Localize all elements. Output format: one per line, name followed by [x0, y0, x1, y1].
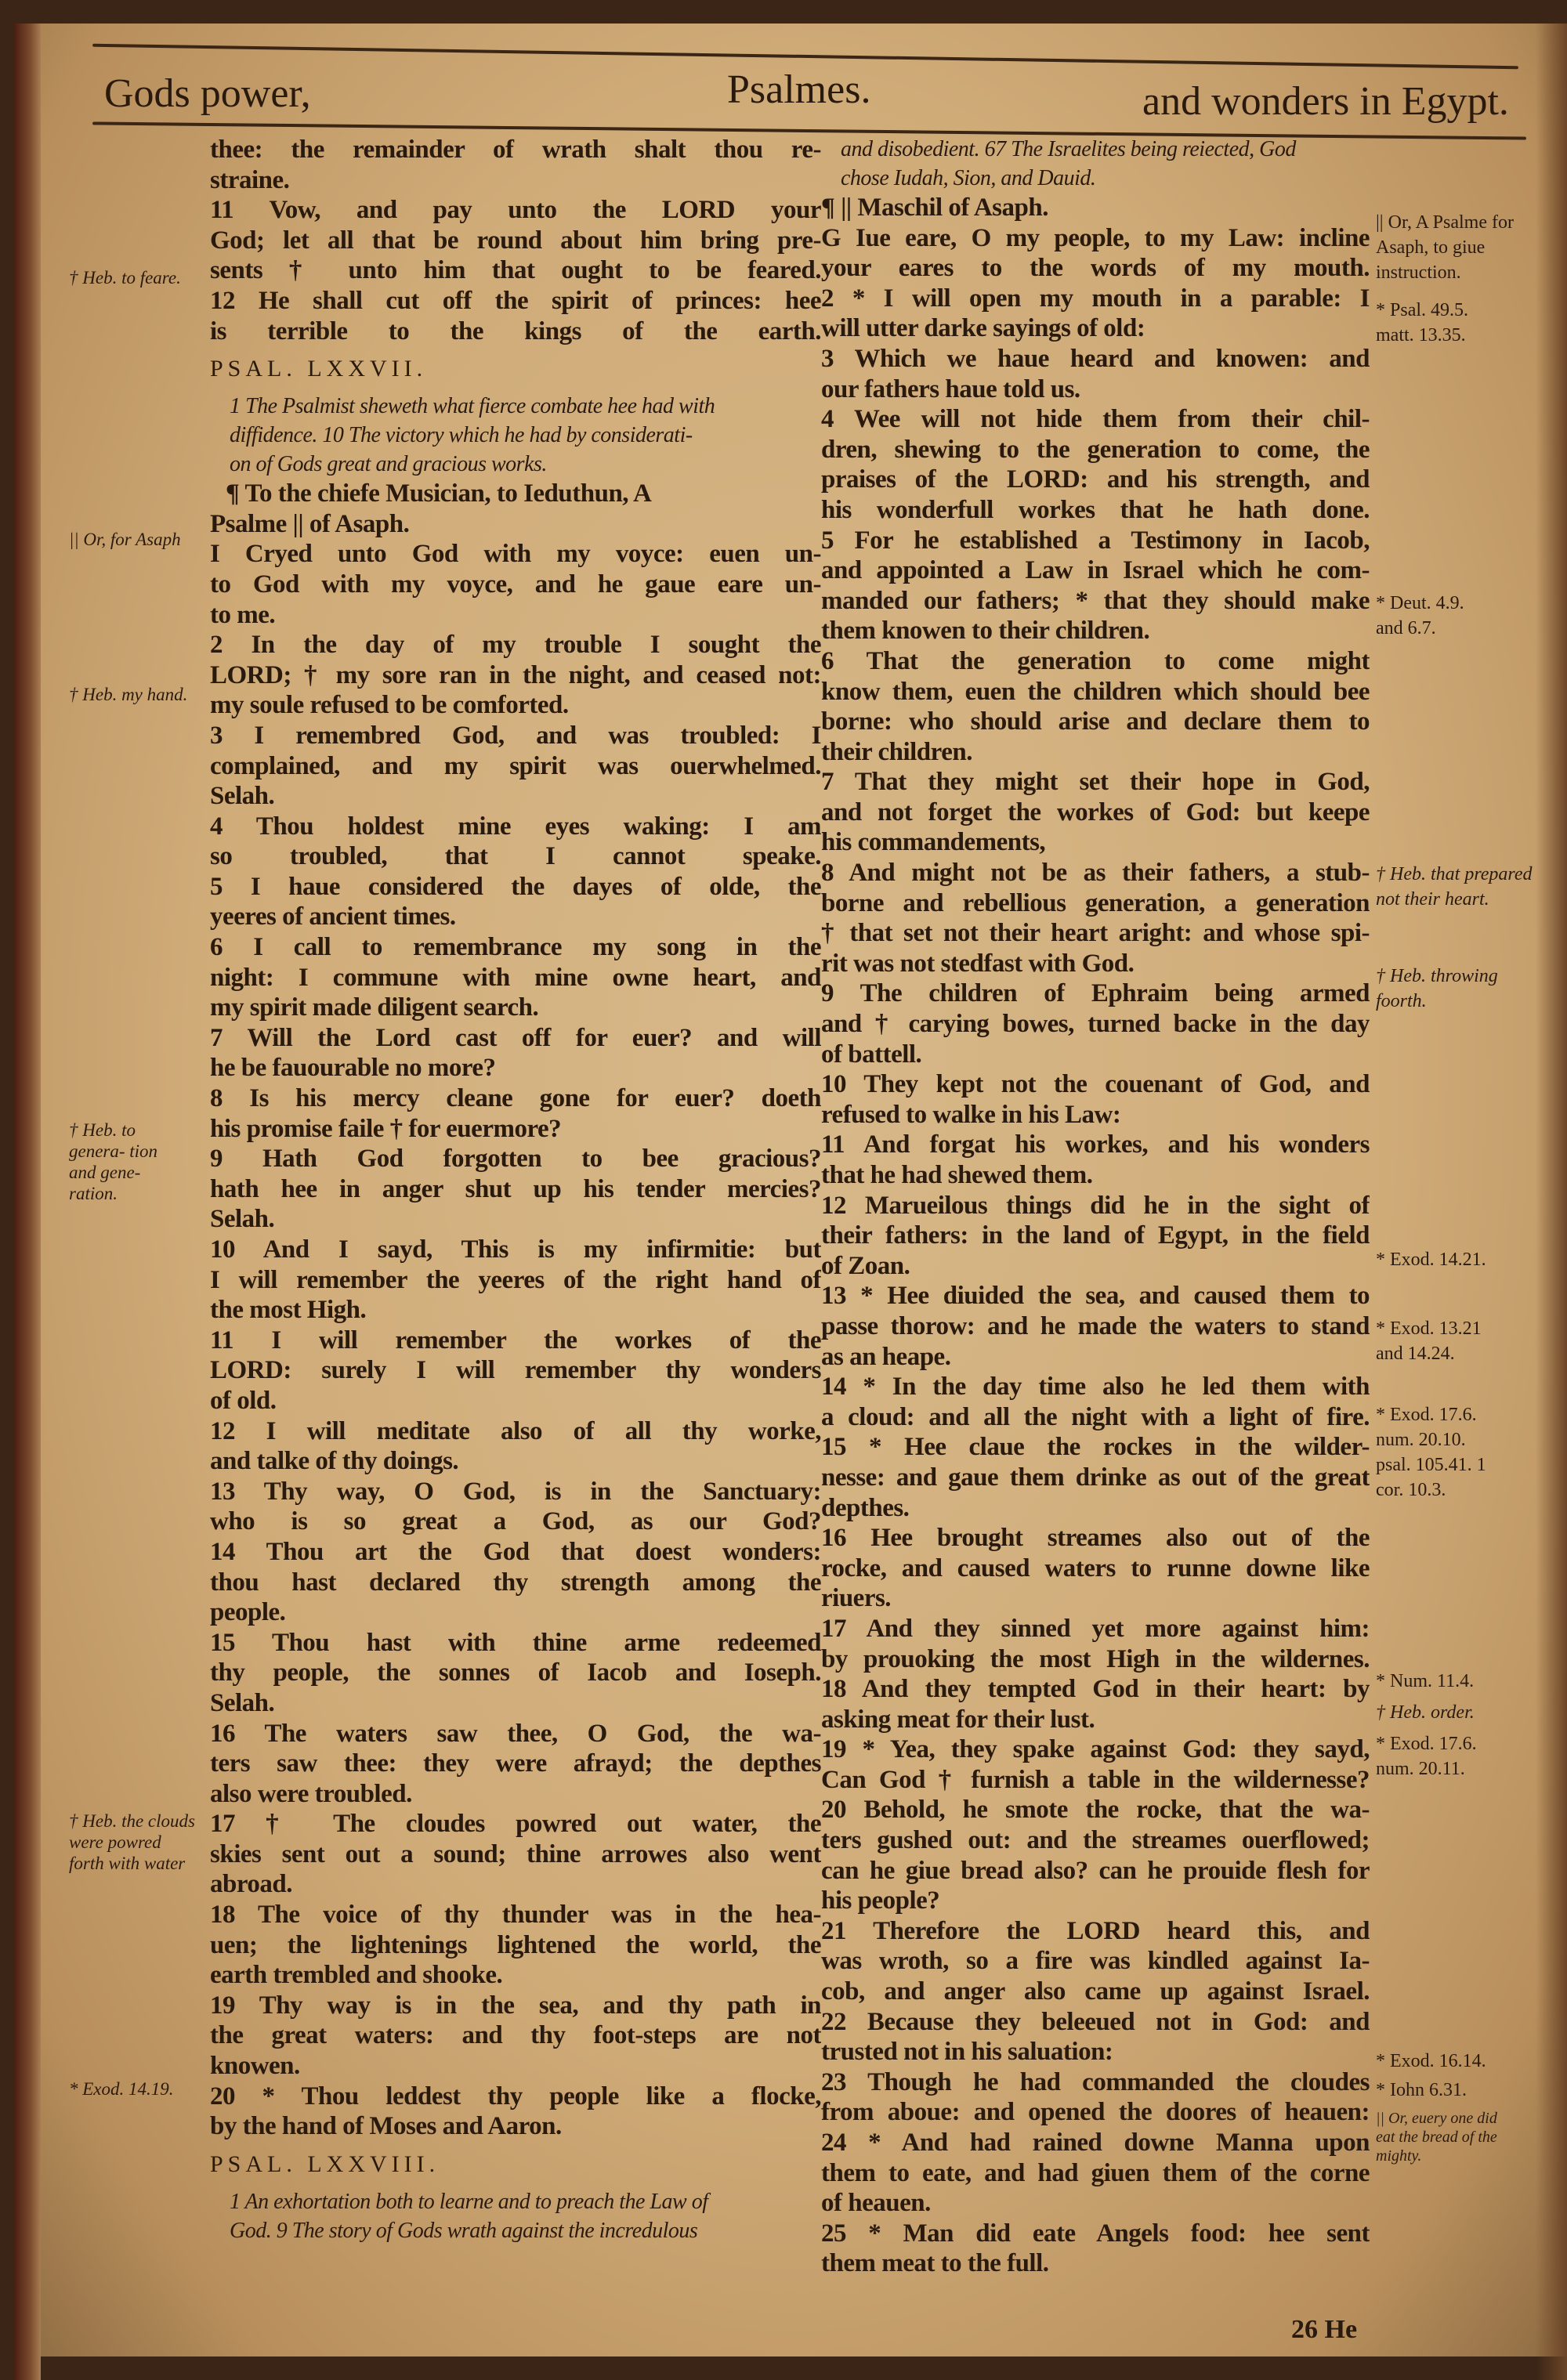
verse-line: 12 He shall cut off the spirit of princes: hee	[210, 286, 821, 315]
verse-line: people.	[210, 1598, 286, 1627]
verse-line: 10 They kept not the couenant of God, and	[821, 1070, 1370, 1099]
verse-line: 15 * Hee claue the rockes in the wilder-	[821, 1433, 1370, 1462]
verse-line: that he had shewed them.	[821, 1161, 1093, 1189]
left-text-column	[210, 135, 821, 2245]
psalm-title-line: ¶ || Maschil of Asaph.	[821, 194, 1048, 222]
verse-line: ters saw thee: they were afrayd; the depthes	[210, 1749, 821, 1778]
verse-line: refused to walke in his Law:	[821, 1100, 1121, 1129]
verse-line: 7 Will the Lord cast off for euer? and will	[210, 1023, 821, 1052]
margin-note: * Exod. 17.6. num. 20.11.	[1376, 1734, 1477, 1779]
verse-line: 22 Because they beleeued not in God: and	[821, 2007, 1370, 2036]
verse-line: the great waters: and thy foot-steps are not	[210, 2021, 821, 2050]
verse-line: dren, shewing to the generation to come, the	[821, 435, 1370, 464]
verse-line: 6 I call to remembrance my song in the	[210, 933, 821, 962]
psalm-title-line: Psalme || of Asaph.	[210, 509, 410, 538]
verse-line: 20 Behold, he smote the rocke, that the wa-	[821, 1796, 1370, 1825]
verse-line: thy people, the sonnes of Iacob and Ioseph.	[210, 1658, 821, 1687]
verse-line: to God with my voyce, and he gaue eare un-	[210, 570, 821, 599]
verse-line: G Iue eare, O my people, to my Law: incline	[821, 223, 1370, 252]
verse-line: his commandements,	[821, 828, 1046, 857]
verse-line: LORD; † my sore ran in the night, and ceased not:	[210, 660, 821, 689]
verse-line: was wroth, so a fire was kindled against Ia-	[821, 1947, 1370, 1976]
running-head-center: Psalmes.	[727, 67, 871, 112]
verse-line: 6 That the generation to come might	[821, 646, 1370, 675]
verse-line: 2 * I will open my mouth in a parable: I	[821, 284, 1370, 313]
verse-line: your eares to the words of my mouth.	[821, 254, 1370, 283]
verse-line: I Cryed unto God with my voyce: euen un-	[210, 540, 821, 569]
verse-line: so troubled, that I cannot speake.	[210, 842, 821, 871]
psalm-argument-line: God. 9 The story of Gods wrath against the incredulous	[230, 2218, 698, 2243]
page-edge-shadow	[1536, 24, 1567, 2380]
verse-line: 11 I will remember the workes of the	[210, 1326, 821, 1355]
verse-line: them to eate, and had giuen them of the corne	[821, 2158, 1370, 2187]
verse-line: 14 Thou art the God that doest wonders:	[210, 1537, 821, 1566]
verse-line: depthes.	[821, 1493, 910, 1522]
verse-line: a cloud: and all the night with a light of fire.	[821, 1402, 1370, 1431]
verse-line: them knowen to their children.	[821, 617, 1150, 646]
psalm-argument-line: 1 The Psalmist sheweth what fierce combate hee had with	[230, 394, 715, 419]
psalm-heading: PSAL. LXXVII.	[210, 356, 428, 382]
verse-line: 9 The children of Ephraim being armed	[821, 979, 1370, 1008]
margin-note: * Exod. 14.19.	[69, 2079, 174, 2099]
verse-line: our fathers haue told us.	[821, 374, 1080, 403]
margin-note: * Deut. 4.9. and 6.7.	[1376, 593, 1464, 638]
verse-line: of old.	[210, 1386, 277, 1415]
right-text-column	[821, 135, 1370, 2279]
verse-line: passe thorow: and he made the waters to stand	[821, 1311, 1370, 1340]
verse-line: 19 * Yea, they spake against God: they sayd,	[821, 1735, 1370, 1764]
verse-line: 8 And might not be as their fathers, a stub-	[821, 859, 1370, 888]
verse-line: praises of the LORD: and his strength, and	[821, 465, 1370, 494]
verse-line: God; let all that be round about him bring pre-	[210, 226, 821, 255]
verse-line: of battell.	[821, 1040, 922, 1069]
verse-line: 18 The voice of thy thunder was in the hea-	[210, 1901, 821, 1930]
verse-line: 7 That they might set their hope in God,	[821, 768, 1370, 797]
verse-line: yeeres of ancient times.	[210, 902, 456, 931]
verse-line: and † carying bowes, turned backe in the day	[821, 1010, 1370, 1039]
verse-line: riuers.	[821, 1584, 892, 1613]
verse-line: he be fauourable no more?	[210, 1054, 496, 1083]
verse-line: ters gushed out: and the streames ouerflowed;	[821, 1826, 1370, 1855]
verse-line: earth trembled and shooke.	[210, 1961, 503, 1990]
verse-line: 20 * Thou leddest thy people like a flocke,	[210, 2082, 821, 2111]
verse-line: his promise faile † for euermore?	[210, 1114, 562, 1143]
verse-line: their fathers: in the land of Egypt, in the field	[821, 1221, 1370, 1250]
running-head-right: and wonders in Egypt.	[1142, 79, 1509, 124]
verse-line: also were troubled.	[210, 1779, 412, 1808]
verse-line: borne: who should arise and declare them to	[821, 707, 1370, 736]
verse-line: their children.	[821, 737, 972, 766]
verse-line: 11 Vow, and pay unto the LORD your	[210, 196, 821, 225]
verse-line: 2 In the day of my trouble I sought the	[210, 631, 821, 660]
verse-line: sents † unto him that ought to be feared.	[210, 256, 821, 285]
verse-line: of Zoan.	[821, 1251, 910, 1280]
verse-line: complained, and my spirit was ouerwhelmed.	[210, 751, 821, 780]
verse-line: straine.	[210, 165, 290, 194]
verse-line: 13 Thy way, O God, is in the Sanctuary:	[210, 1477, 821, 1506]
psalm-argument-line: diffidence. 10 The victory which he had by considerati-	[230, 423, 693, 448]
margin-note: † Heb. throwing foorth.	[1376, 966, 1498, 1011]
verse-line: by prouoking the most High in the wildernes.	[821, 1644, 1370, 1673]
margin-note: † Heb. my hand.	[69, 685, 188, 704]
verse-line: and appointed a Law in Israel which he com-	[821, 556, 1370, 585]
verse-line: 12 Marueilous things did he in the sight of	[821, 1191, 1370, 1220]
verse-line: and not forget the workes of God: but keepe	[821, 798, 1370, 826]
verse-line: night: I commune with mine owne heart, and	[210, 963, 821, 992]
verse-line: 9 Hath God forgotten to bee gracious?	[210, 1145, 821, 1174]
margin-note: || Or, euery one did eat the bread of the mighty.	[1376, 2110, 1497, 2165]
psalm-argument-line: and disobedient. 67 The Israelites being reiected, God	[841, 137, 1296, 161]
verse-line: uen; the lightenings lightened the world, the	[210, 1930, 821, 1959]
margin-note: || Or, for Asaph	[69, 530, 181, 549]
margin-note: * Exod. 13.21 and 14.24.	[1376, 1318, 1482, 1364]
catchword: 26 He	[1291, 2315, 1358, 2344]
margin-note: † Heb. to feare.	[69, 268, 181, 288]
verse-line: 25 * Man did eate Angels food: hee sent	[821, 2219, 1370, 2248]
verse-line: 8 Is his mercy cleane gone for euer? doeth	[210, 1084, 821, 1113]
verse-line: LORD: surely I will remember thy wonders	[210, 1356, 821, 1385]
verse-line: Can God † furnish a table in the wildernesse?	[821, 1765, 1370, 1794]
verse-line: Selah.	[210, 1688, 275, 1717]
verse-line: 4 Wee will not hide them from their chil-	[821, 405, 1370, 434]
verse-line: who is so great a God, as our God?	[210, 1507, 821, 1536]
verse-line: 11 And forgat his workes, and his wonders	[821, 1130, 1370, 1159]
verse-line: nesse: and gaue them drinke as out of the great	[821, 1463, 1370, 1492]
verse-line: knowen.	[210, 2052, 300, 2081]
verse-line: 4 Thou holdest mine eyes waking: I am	[210, 812, 821, 841]
margin-note: * Num. 11.4.	[1376, 1671, 1475, 1691]
verse-line: by the hand of Moses and Aaron.	[210, 2112, 562, 2141]
verse-line: rocke, and caused waters to runne downe like	[821, 1554, 1370, 1582]
verse-line: 18 And they tempted God in their heart: by	[821, 1675, 1370, 1704]
margin-note: || Or, A Psalme for Asaph, to giue instruction.	[1376, 212, 1514, 283]
verse-line: 15 Thou hast with thine arme redeemed	[210, 1628, 821, 1657]
margin-note: * Exod. 16.14.	[1376, 2051, 1486, 2071]
psalm-argument-line: on of Gods great and gracious works.	[230, 452, 547, 477]
verse-line: 21 Therefore the LORD heard this, and	[821, 1916, 1370, 1945]
verse-line: 5 For he established a Testimony in Iacob,	[821, 526, 1370, 555]
verse-line: thou hast declared thy strength among the	[210, 1568, 821, 1597]
verse-line: 24 * And had rained downe Manna upon	[821, 2129, 1370, 2157]
verse-line: Selah.	[210, 1205, 275, 1234]
verse-line: 10 And I sayd, This is my infirmitie: but	[210, 1235, 821, 1264]
verse-line: manded our fathers; * that they should make	[821, 586, 1370, 615]
verse-line: 3 Which we haue heard and knowen: and	[821, 344, 1370, 373]
verse-line: is terrible to the kings of the earth.	[210, 316, 821, 345]
verse-line: 17 And they sinned yet more against him:	[821, 1614, 1370, 1643]
verse-line: † that set not their heart aright: and whose spi-	[821, 919, 1370, 948]
verse-line: of heauen.	[821, 2189, 931, 2218]
verse-line: borne and rebellious generation, a generation	[821, 888, 1370, 917]
psalm-argument-line: 1 An exhortation both to learne and to preach the Law of	[230, 2189, 708, 2214]
verse-line: as an heape.	[821, 1342, 951, 1371]
verse-line: 14 * In the day time also he led them with	[821, 1373, 1370, 1402]
margin-note: † Heb. order.	[1376, 1702, 1475, 1723]
verse-line: 12 I will meditate also of all thy worke,	[210, 1416, 821, 1445]
verse-line: 3 I remembred God, and was troubled: I	[210, 721, 821, 750]
margin-note: * Psal. 49.5. matt. 13.35.	[1376, 300, 1469, 345]
verse-line: 17 † The cloudes powred out water, the	[210, 1810, 821, 1839]
verse-line: my soule refused to be comforted.	[210, 691, 569, 720]
verse-line: his people?	[821, 1886, 940, 1915]
verse-line: I will remember the yeeres of the right hand of	[210, 1265, 821, 1294]
verse-line: 23 Though he had commanded the cloudes	[821, 2067, 1370, 2096]
verse-line: them meat to the full.	[821, 2249, 1049, 2278]
header-rule-top	[92, 44, 1518, 70]
verse-line: 16 The waters saw thee, O God, the wa-	[210, 1719, 821, 1748]
verse-line: will utter darke sayings of old:	[821, 314, 1145, 343]
verse-line: 19 Thy way is in the sea, and thy path in	[210, 1991, 821, 2020]
verse-line: to me.	[210, 600, 276, 629]
verse-line: asking meat for their lust.	[821, 1705, 1095, 1734]
verse-line: my spirit made diligent search.	[210, 993, 539, 1022]
verse-line: Selah.	[210, 782, 275, 811]
verse-line: and talke of thy doings.	[210, 1447, 459, 1476]
margin-note: * Iohn 6.31.	[1376, 2080, 1467, 2100]
verse-line: from aboue: and opened the doores of heauen:	[821, 2098, 1370, 2127]
margin-note: * Exod. 17.6. num. 20.10. psal. 105.41. 1 cor. 10.3.	[1376, 1405, 1486, 1500]
verse-line: thee: the remainder of wrath shalt thou re-	[210, 136, 821, 164]
verse-line: trusted not in his saluation:	[821, 2038, 1113, 2067]
verse-line: his wonderfull workes that he hath done.	[821, 495, 1370, 524]
verse-line: cob, and anger also came up against Israel.	[821, 1977, 1370, 2006]
verse-line: hath hee in anger shut up his tender mercies?	[210, 1174, 821, 1203]
verse-line: 16 Hee brought streames also out of the	[821, 1524, 1370, 1553]
book-binding	[14, 24, 41, 2380]
verse-line: skies sent out a sound; thine arrowes also went	[210, 1839, 821, 1868]
margin-note: * Exod. 14.21.	[1376, 1250, 1486, 1270]
margin-note: † Heb. to genera- tion and gene- ration.	[69, 1120, 158, 1203]
verse-line: 13 * Hee diuided the sea, and caused them to	[821, 1282, 1370, 1311]
verse-line: abroad.	[210, 1870, 293, 1899]
verse-line: 5 I haue considered the dayes of olde, the	[210, 872, 821, 901]
verse-line: the most High.	[210, 1296, 367, 1325]
running-head-left: Gods power,	[104, 71, 311, 116]
psalm-heading: PSAL. LXXVIII.	[210, 2150, 440, 2177]
psalm-argument-line: chose Iudah, Sion, and Dauid.	[841, 166, 1096, 190]
verse-line: can he giue bread also? can he prouide flesh for	[821, 1856, 1370, 1885]
verse-line: rit was not stedfast with God.	[821, 949, 1135, 978]
book-page	[14, 24, 1567, 2356]
margin-note: † Heb. that prepared not their heart.	[1376, 864, 1533, 910]
psalm-title-line: ¶ To the chiefe Musician, to Ieduthun, A	[226, 479, 652, 508]
verse-line: know them, euen the children which should bee	[821, 677, 1370, 706]
margin-note: † Heb. the clouds were powred forth with water	[69, 1811, 195, 1873]
